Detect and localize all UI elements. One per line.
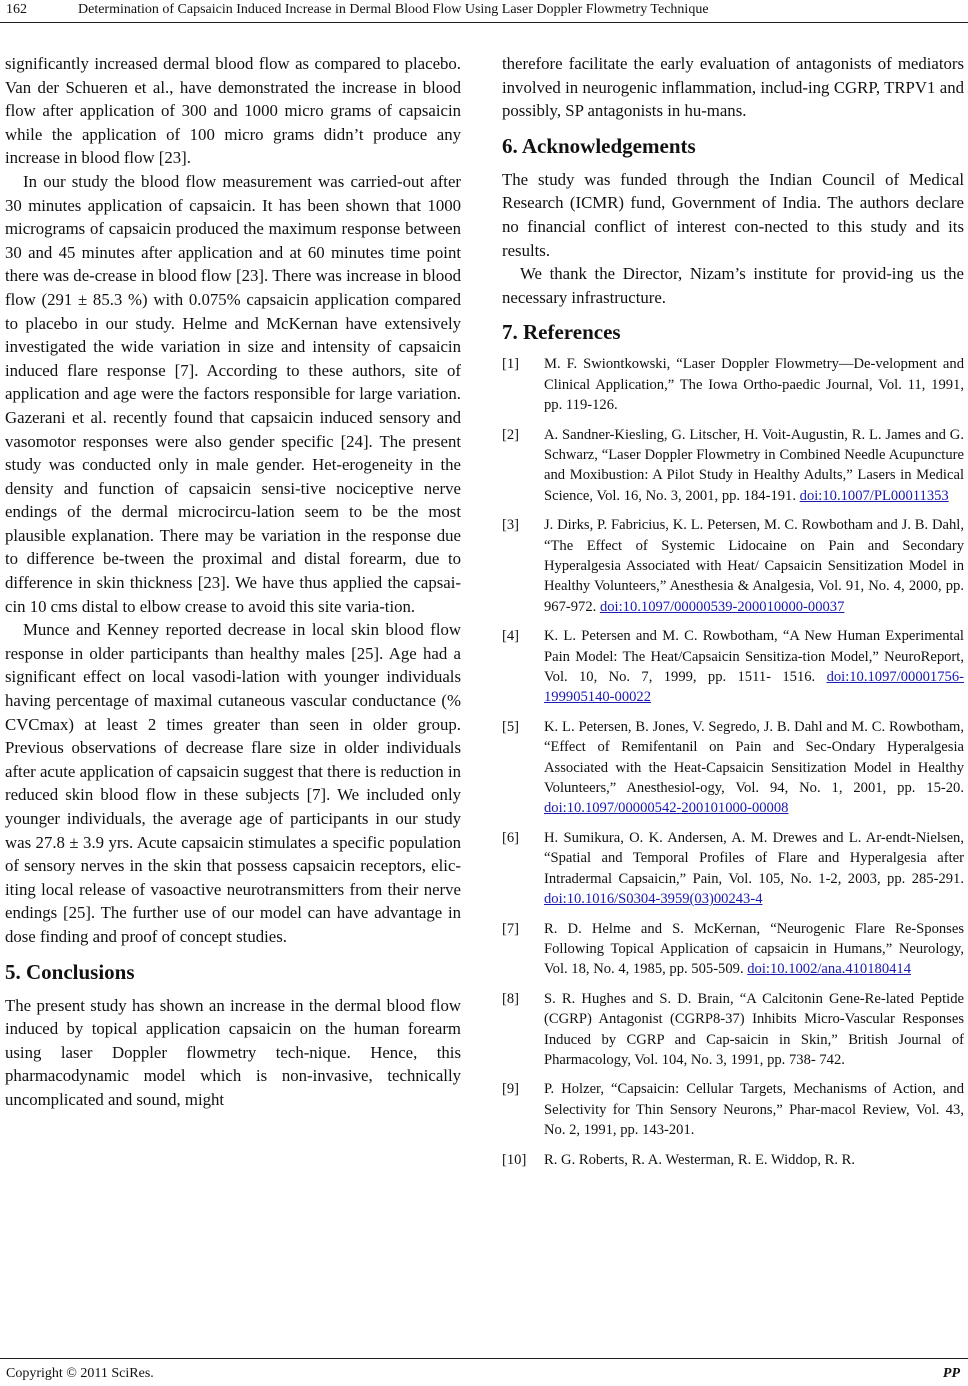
reference-list xyxy=(502,354,964,1170)
page-number: 162 xyxy=(6,2,27,17)
reference-item xyxy=(502,1079,964,1140)
paragraph: We thank the Director, Nizam’s institute for provid-ing us the necessary infrastructure. xyxy=(502,264,964,307)
left-column xyxy=(5,52,461,1112)
paragraph: therefore facilitate the early evaluation of antagonists of mediators involved in neurogenic inflammation, includ-ing CGRP, TRPV1 and possibly, SP antagonists in hu-mans. xyxy=(502,54,964,121)
reference-item xyxy=(502,919,964,980)
reference-item xyxy=(502,354,964,415)
reference-number: [10] xyxy=(502,1151,527,1168)
copyright-notice: Copyright © 2011 SciRes. xyxy=(6,1366,154,1381)
running-head xyxy=(0,0,968,24)
reference-text: R. G. Roberts, R. A. Westerman, R. E. Widdop, R. R. xyxy=(544,1151,856,1168)
paragraph: Munce and Kenney reported decrease in local skin blood flow response in older participants than healthy males [25]. Age had a significant effect on local vasodi-lation with younger individuals having percentage of maximal cutaneous vascular conductance (% CVCmax) at least 2 times greater than seen in older group. Previous observations of decrease flare size in older individuals after acute application of capsaicin suggest that there is reduction in reduced skin blood flow in these subjects [7]. We included only younger individuals, the average age of participants in our study was 27.8 ± 3.9 yrs. Acute capsaicin stimulates a specific population of sensory nerves in the skin that possess capsaicin receptors, elic-iting local release of vasoactive neurotransmitters from their nerve endings [25]. The further use of our model can have advantage in dose finding and proof of concept studies. xyxy=(5,620,461,946)
section-heading-references: 7. References xyxy=(502,320,621,345)
reference-number: [9] xyxy=(502,1081,520,1098)
reference-number: [7] xyxy=(502,920,520,937)
reference-text: K. L. Petersen, B. Jones, V. Segredo, J. B. Dahl and M. C. Rowbotham, “Effect of Remifentanil on Pain and Sec-Ondary Hyperalgesia Associated with the Heat-Capsaicin Sensitization Model in Healthy Volunteers,” Anesthesiol-ogy, Vol. 94, No. 1, 2001, pp. 15-20. xyxy=(544,718,964,797)
reference-text: A. Sandner-Kiesling, G. Litscher, H. Voit-Augustin, R. L. James and G. Schwarz, “Laser Doppler Flowmetry in Combined Needle Acupuncture and Moxibustion: A Pilot Study in Healthy Adults,” Lasers in Medical Science, Vol. 16, No. 3, 2001, pp. 184-191. xyxy=(544,426,964,504)
reference-number: [2] xyxy=(502,426,520,443)
header-rule xyxy=(0,22,968,23)
running-title: Determination of Capsaicin Induced Increase in Dermal Blood Flow Using Laser Doppler Flowmetry Technique xyxy=(78,2,709,17)
reference-item xyxy=(502,515,964,617)
reference-number: [3] xyxy=(502,517,520,534)
reference-number: [4] xyxy=(502,628,520,645)
reference-text: J. Dirks, P. Fabricius, K. L. Petersen, M. C. Rowbotham and J. B. Dahl, “The Effect of Systemic Lidocaine on Pain and Secondary Hyperalgesia Associated with Heat/ Capsaicin Sensitization Model in Healthy Volunteers,” Anesthesia & Analgesia, Vol. 91, No. 4, 2000, pp. 967-972. xyxy=(544,517,964,615)
doi-link[interactable]: doi:10.1097/00000542-200101000-00008 xyxy=(544,800,789,817)
reference-item xyxy=(502,1150,964,1170)
doi-link[interactable]: doi:10.1002/ana.410180414 xyxy=(747,961,912,978)
doi-link[interactable]: doi:10.1007/PL00011353 xyxy=(799,487,949,504)
doi-link[interactable]: doi:10.1097/00001756-199905140-00022 xyxy=(544,669,964,706)
footer-rule xyxy=(0,1358,968,1359)
section-heading-acknowledgements: 6. Acknowledgements xyxy=(502,133,696,158)
reference-item xyxy=(502,828,964,910)
reference-text: K. L. Petersen and M. C. Rowbotham, “A New Human Experimental Pain Model: The Heat/Capsaicin Sensitiza-tion Model,” NeuroReport, Vol. 10, No. 7, 1999, pp. 1511- 1516. xyxy=(544,628,964,686)
paragraph: significantly increased dermal blood flow as compared to placebo. Van der Schueren et al., have demonstrated the increase in blood flow after application of 300 and 1000 micro grams of capsaicin while the application of 100 micro grams didn’t produce any increase in blood flow [23]. xyxy=(5,54,461,168)
reference-text: R. D. Helme and S. McKernan, “Neurogenic Flare Re-Sponses Following Topical Application of capsaicin in Humans,” Neurology, Vol. 18, No. 4, 1985, pp. 505-509. xyxy=(544,920,964,978)
paragraph: The study was funded through the Indian Council of Medical Research (ICMR) fund, Government of India. The authors declare no financial conflict of interest con-nected to this study and its results. xyxy=(502,169,964,260)
reference-number: [8] xyxy=(502,990,520,1007)
reference-item xyxy=(502,425,964,507)
reference-number: [6] xyxy=(502,829,520,846)
reference-text: P. Holzer, “Capsaicin: Cellular Targets, Mechanisms of Action, and Selectivity for Thin Sensory Neurons,” Phar-macol Review, Vol. 43, No. 2, 1991, pp. 143-201. xyxy=(544,1081,964,1139)
paragraph: The present study has shown an increase in the dermal blood flow induced by topical application capsaicin on the human forearm using laser Doppler flowmetry tech-nique. Hence, this pharmacodynamic model which is non-invasive, technically uncomplicated and sound, might xyxy=(5,995,461,1109)
reference-number: [1] xyxy=(502,356,520,373)
reference-text: M. F. Swiontkowski, “Laser Doppler Flowmetry—De-velopment and Clinical Application,” The Iowa Ortho-paedic Journal, Vol. 11, 1991, pp. 119-126. xyxy=(544,356,964,414)
section-heading-conclusions: 5. Conclusions xyxy=(5,959,135,984)
reference-text: S. R. Hughes and S. D. Brain, “A Calcitonin Gene-Re-lated Peptide (CGRP) Antagonist (CGRP8-37) Inhibits Micro-Vascular Responses Induced by CGRP and Cap-saicin in Skin,” British Journal of Pharmacology, Vol. 104, No. 3, 1991, pp. 738- 742. xyxy=(544,990,964,1068)
reference-number: [5] xyxy=(502,718,520,735)
journal-abbreviation: PP xyxy=(942,1366,960,1381)
doi-link[interactable]: doi:10.1016/S0304-3959(03)00243-4 xyxy=(544,891,763,908)
reference-item xyxy=(502,717,964,819)
reference-text: H. Sumikura, O. K. Andersen, A. M. Drewes and L. Ar-endt-Nielsen, “Spatial and Temporal Profiles of Flare and Hyperalgesia after Intradermal Capsaicin,” Pain, Vol. 105, No. 1-2, 2003, pp. 285-291. xyxy=(544,829,964,887)
paragraph: In our study the blood flow measurement was carried-out after 30 minutes application of capsaicin. It has been shown that 1000 micrograms of capsaicin produced the maximum response between 30 and 45 minutes after application and at 60 minutes time point there was de-crease in blood flow [23]. There was increase in blood flow (291 ± 85.3 %) with 0.075% capsaicin application compared to placebo in our study. Helme and McKernan have extensively investigated the wide variation in size and intensity of capsaicin induced flare response [7]. According to these authors, site of application and age were the factors responsible for large variation. Gazerani et al. recently found that capsaicin induced sensory and vasomotor responses were also gender specific [24]. The present study was conducted only in male gender. Het-erogeneity in the density and function of capsaicin sensi-tive nociceptive nerve endings of the dermal microcircu-lation seem to be the most plausible explanation. There may be variation in the response due to difference be-tween the proximal and distal forearm, due to difference in skin thickness [23]. We have thus applied the capsai-cin 10 cms distal to elbow crease to avoid this site varia-tion. xyxy=(5,171,461,616)
reference-item xyxy=(502,626,964,708)
doi-link[interactable]: doi:10.1097/00000539-200010000-00037 xyxy=(599,598,845,615)
right-column xyxy=(502,52,964,1179)
reference-item xyxy=(502,989,964,1071)
